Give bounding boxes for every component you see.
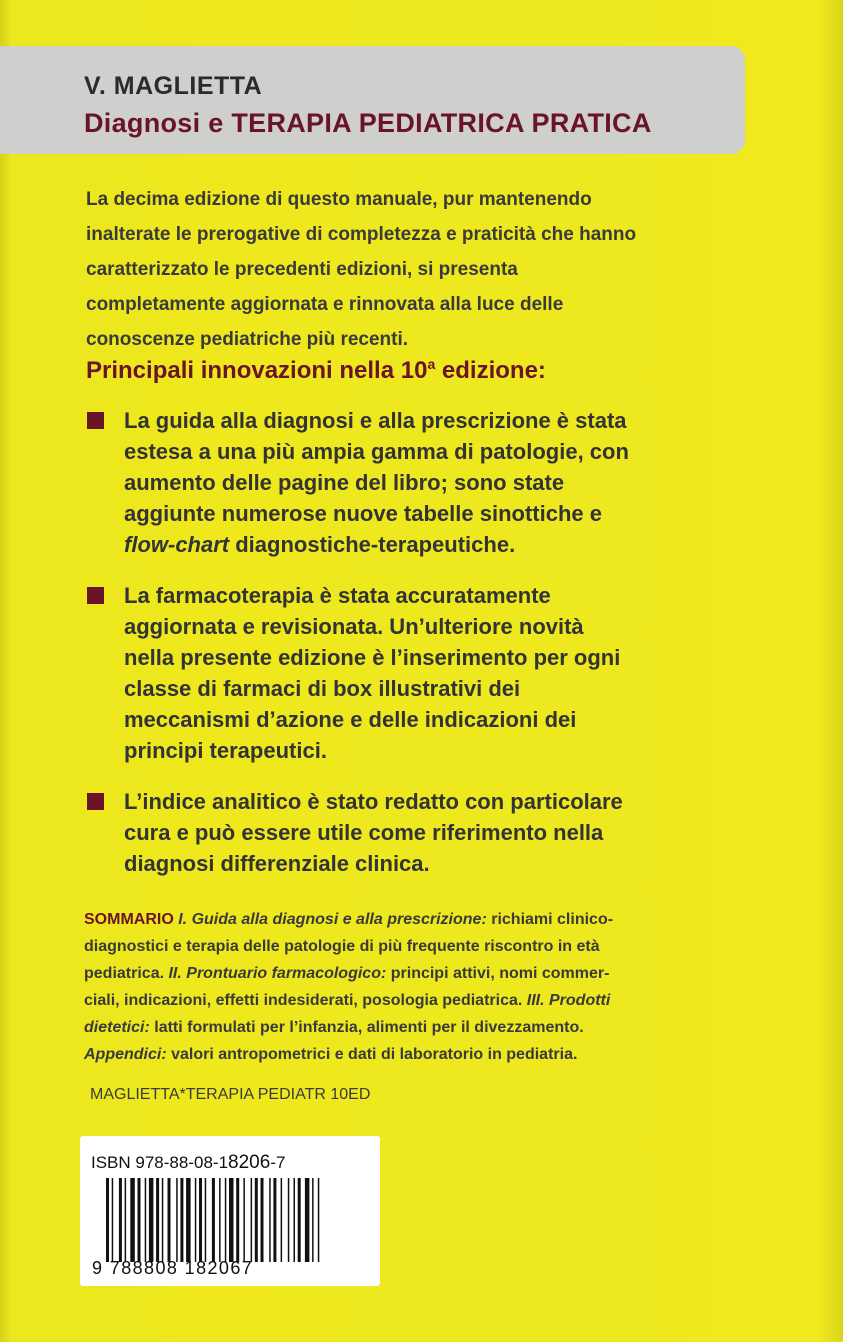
summary-line: diagnostici e terapia delle patologie di più frequente riscontro in età — [84, 938, 600, 955]
heading-superscript: a — [427, 356, 436, 372]
barcode-bar — [149, 1178, 154, 1262]
barcode-bar — [236, 1178, 239, 1262]
bullet-line: aggiornata e revisionata. Un’ulteriore novità — [124, 614, 584, 639]
list-item — [86, 405, 766, 560]
summary-paragraph — [84, 906, 754, 1068]
barcode-bar — [205, 1178, 207, 1262]
barcode-bar — [138, 1178, 141, 1262]
barcode-bar — [162, 1178, 164, 1262]
section-title: III. Prodotti — [526, 992, 611, 1009]
isbn-emphasis: 8206 — [228, 1152, 271, 1173]
barcode-bar — [273, 1178, 276, 1262]
summary-label: SOMMARIO — [84, 911, 174, 928]
title-main: TERAPIA PEDIATRICA PRATICA — [231, 108, 652, 138]
bullet-line: estesa a una più ampia gamma di patologie, con — [124, 439, 629, 464]
barcode-panel — [80, 1136, 380, 1286]
bullet-line: L’indice analitico è stato redatto con particolare — [124, 789, 623, 814]
barcode-bar — [255, 1178, 258, 1262]
barcode-digits: 9 788808 182067 — [92, 1258, 254, 1278]
barcode-bar — [251, 1178, 253, 1262]
section-title: Appendici: — [84, 1046, 167, 1063]
list-item — [86, 580, 766, 766]
summary-text: richiami clinico- — [486, 911, 614, 928]
barcode-bar — [261, 1178, 264, 1262]
section-title: dietetici: — [84, 1019, 150, 1036]
bullet-line: diagnosi differenziale clinica. — [124, 851, 430, 876]
barcode-bar — [219, 1178, 221, 1262]
barcode-bar — [305, 1178, 310, 1262]
barcode-bar — [180, 1178, 183, 1262]
summary-line — [84, 987, 754, 1014]
barcode-bar — [125, 1178, 127, 1262]
intro-line: caratterizzato le precedenti edizioni, si presenta — [86, 259, 518, 280]
isbn-number — [91, 1152, 285, 1174]
bullet-line: meccanismi d’azione e delle indicazioni dei — [124, 707, 577, 732]
barcode-bar — [195, 1178, 197, 1262]
barcode-bar — [156, 1178, 159, 1262]
isbn-prefix: ISBN 978-88-08-1 — [91, 1153, 229, 1172]
barcode-bar — [312, 1178, 314, 1262]
bullet-line — [124, 529, 766, 560]
barcode-bar — [186, 1178, 191, 1262]
intro-line: conoscenze pediatriche più recenti. — [86, 329, 409, 350]
summary-text: valori antropometrici e dati di laboratorio in pediatria. — [166, 1046, 578, 1063]
barcode-bar — [225, 1178, 227, 1262]
barcode-bar — [212, 1178, 215, 1262]
barcode-bar — [112, 1178, 114, 1262]
isbn-suffix: -7 — [270, 1153, 286, 1172]
barcode-bar — [318, 1178, 320, 1262]
barcode-bar — [269, 1178, 271, 1262]
bullet-line: principi terapeutici. — [124, 738, 327, 763]
heading-text-end: edizione: — [435, 357, 546, 384]
innovations-list — [86, 405, 766, 899]
bullet-line: La farmacoterapia è stata accuratamente — [124, 583, 551, 608]
barcode-bar — [176, 1178, 178, 1262]
square-bullet-icon — [87, 793, 104, 810]
author-name: V. MAGLIETTA — [84, 72, 263, 100]
barcode-bar — [229, 1178, 234, 1262]
barcode-bar — [288, 1178, 290, 1262]
barcode-bar — [298, 1178, 301, 1262]
bullet-line: aggiunte numerose nuove tabelle sinottiche e — [124, 501, 602, 526]
summary-text: pediatrica. — [84, 965, 165, 982]
heading-text: Principali innovazioni nella 10 — [86, 357, 428, 384]
bullet-line-rest: diagnostiche-terapeutiche. — [229, 532, 516, 557]
summary-text: principi attivi, nomi commer- — [386, 965, 610, 982]
catalog-code: MAGLIETTA*TERAPIA PEDIATR 10ED — [90, 1086, 371, 1103]
bullet-line: cura e può essere utile come riferimento nella — [124, 820, 604, 845]
book-title — [84, 108, 652, 139]
summary-line — [84, 1014, 754, 1041]
list-item — [86, 786, 766, 879]
bullet-line: La guida alla diagnosi e alla prescrizione è stata — [124, 408, 627, 433]
square-bullet-icon — [87, 412, 104, 429]
summary-text: latti formulati per l’infanzia, alimenti per il divezzamento. — [149, 1019, 584, 1036]
bullet-line: aumento delle pagine del libro; sono state — [124, 470, 565, 495]
section-title: I. Guida alla diagnosi e alla prescrizione: — [178, 911, 487, 928]
barcode-bar — [130, 1178, 135, 1262]
innovations-heading — [86, 356, 546, 385]
bullet-line: nella presente edizione è l’inserimento per ogni — [124, 645, 621, 670]
intro-line: La decima edizione di questo manuale, pur mantenendo — [86, 189, 592, 210]
summary-text: ciali, indicazioni, effetti indesiderati, posologia pediatrica. — [84, 992, 523, 1009]
barcode-bar — [168, 1178, 171, 1262]
bullet-line: classe di farmaci di box illustrativi dei — [124, 676, 521, 701]
barcode-bar — [106, 1178, 109, 1262]
barcode-bar — [281, 1178, 283, 1262]
intro-line: completamente aggiornata e rinnovata alla luce delle — [86, 294, 564, 315]
barcode-bar — [199, 1178, 202, 1262]
square-bullet-icon — [87, 587, 104, 604]
summary-line — [84, 1041, 754, 1068]
barcode-bar — [145, 1178, 147, 1262]
barcode-icon — [106, 1178, 368, 1262]
section-title: II. Prontuario farmacologico: — [168, 965, 387, 982]
summary-line — [84, 906, 754, 933]
intro-line: inalterate le prerogative di completezza e praticità che hanno — [86, 224, 637, 245]
barcode-bar — [294, 1178, 296, 1262]
bullet-italic-term: flow-chart — [124, 532, 230, 557]
barcode-bar — [243, 1178, 245, 1262]
barcode-bar — [119, 1178, 122, 1262]
title-lead: Diagnosi e — [84, 108, 224, 138]
intro-paragraph — [86, 182, 746, 357]
summary-line — [84, 960, 754, 987]
